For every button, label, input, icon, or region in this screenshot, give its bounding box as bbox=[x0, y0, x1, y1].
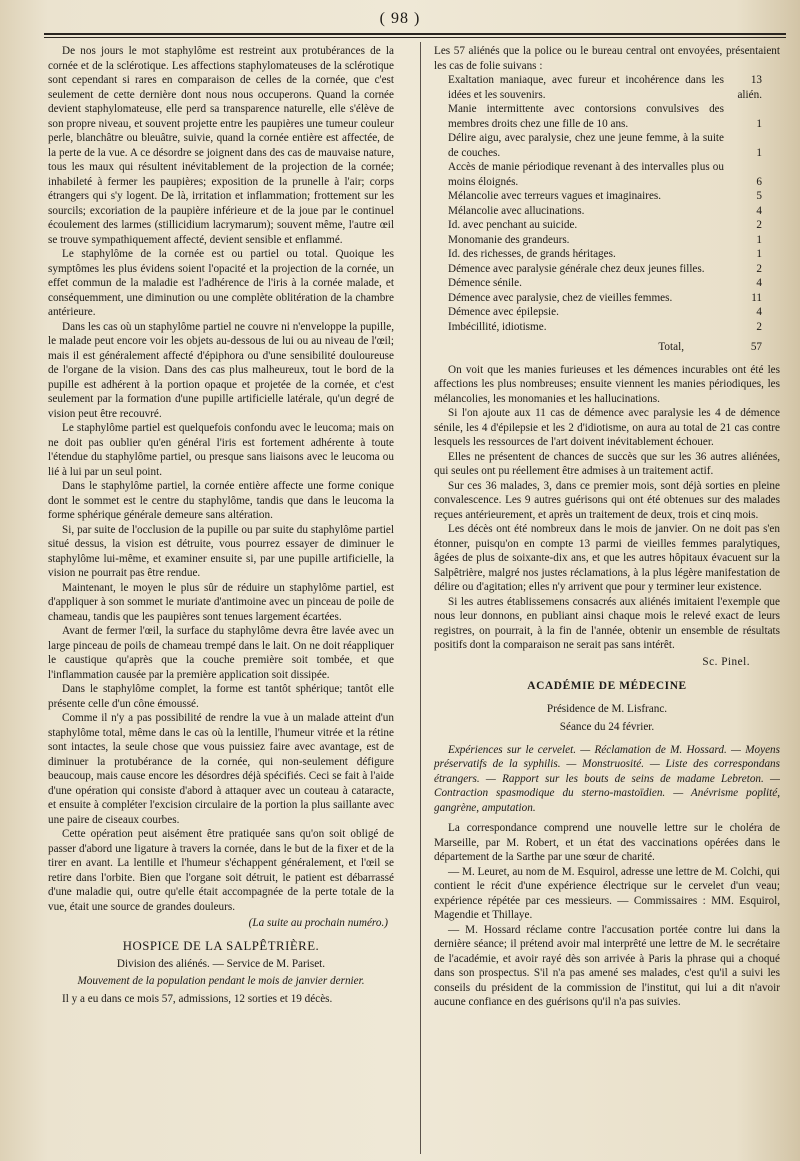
case-count: 5 bbox=[756, 190, 762, 202]
case-count: 13 alién. bbox=[737, 74, 762, 101]
signature: Sc. Pinel. bbox=[702, 655, 750, 668]
case-label: Mélancolie avec allucinations. bbox=[448, 204, 585, 217]
paragraph: Avant de fermer l'œil, la surface du staphylôme devra être lavée avec un large pinceau de poils de chameau trempé dans le lait. On ne doit réappliquer le caustique qu'après que la couche première soit tombée, et que l'inflammation causée par la première application soit dissipée. bbox=[48, 625, 394, 681]
case-label: Exaltation maniaque, avec fureur et incohérence dans les idées et les souvenirs. bbox=[448, 74, 724, 101]
hospice-heading: HOSPICE DE LA SALPÊTRIÈRE. bbox=[122, 938, 320, 953]
case-count: 1 bbox=[756, 117, 762, 130]
cases-list bbox=[434, 73, 780, 334]
case-count: 1 bbox=[756, 248, 762, 260]
paragraph: Sur ces 36 malades, 3, dans ce premier mois, sont déjà sorties en pleine convalescence. Les 9 autres guérisons qui ont été obtenues sur des malades reçues antérieurement, et après un traitement de deux, trois et cinq mois. bbox=[434, 479, 780, 521]
paragraph: Si l'on ajoute aux 11 cas de démence avec paralysie les 4 de démence sénile, les 4 d'épilepsie et les 2 d'idiotisme, on aura au total de 21 cas contre lesquels les ressources de l'art doivent inévitablement échouer. bbox=[434, 407, 780, 448]
paragraph: Le staphylôme partiel est quelquefois confondu avec le leucoma; mais on ne doit pas oublier qu'en général l'iris est fortement adhérente à toute l'étendue du staphylôme partiel, ou presque sans liaisons avec le leucoma ou lié à lui par un seul point. bbox=[48, 422, 394, 478]
case-label: Démence avec paralysie générale chez deux jeunes filles. bbox=[448, 262, 705, 275]
case-row bbox=[434, 276, 780, 291]
mouvement-heading: Mouvement de la population pendant le mois de janvier dernier. bbox=[77, 974, 365, 987]
continuation-note: (La suite au prochain numéro.) bbox=[248, 917, 388, 929]
seance-line: Séance du 24 février. bbox=[559, 721, 655, 733]
paragraph: Le staphylôme de la cornée est ou partiel ou total. Quoique les symptômes les plus évidens soient l'opacité et la projection de la cornée, un effet commun de la maladie est l'adhérence de l'iris à la cornée malade, et conséquemment, une diminution ou une complète oblitération de la chambre antérieure. bbox=[48, 248, 394, 318]
paragraph: Maintenant, le moyen le plus sûr de réduire un staphylôme partiel, est d'appliquer à son sommet le muriate d'antimoine avec un pinceau de poile de chameau, tandis que les paupières sont tenues largement écartées. bbox=[48, 581, 394, 623]
total-label: Total, bbox=[658, 341, 684, 353]
case-count: 6 bbox=[756, 175, 762, 188]
case-count: 1 bbox=[756, 146, 762, 159]
paragraph: Elles ne présentent de chances de succès que sur les 36 autres aliénées, qui seules ont pu réellement être admises à un traitement actif. bbox=[434, 450, 780, 477]
case-label: Mélancolie avec terreurs vagues et imaginaires. bbox=[448, 190, 662, 202]
page-number: ( 98 ) bbox=[379, 10, 421, 27]
case-row bbox=[434, 320, 780, 335]
case-count: 4 bbox=[756, 204, 762, 217]
case-label: Imbécillité, idiotisme. bbox=[448, 320, 547, 333]
case-count: 2 bbox=[756, 219, 762, 231]
case-count: 4 bbox=[756, 306, 762, 318]
case-label: Manie intermittente avec contorsions convulsives des membres droits chez une fille de 10 ans. bbox=[448, 103, 724, 130]
academie-heading: ACADÉMIE DE MÉDECINE bbox=[527, 680, 687, 692]
cases-intro: Les 57 aliénés que la police ou le bureau central ont envoyées, présentaient les cas de folie suivans : bbox=[434, 45, 780, 72]
case-row bbox=[434, 131, 780, 160]
case-count: 2 bbox=[756, 262, 762, 275]
paragraph: De nos jours le mot staphylôme est restreint aux protubérances de la cornée et de la sclérotique. Les affections staphylomateuses de la sclérotique sont cependant si rares en comparaison de celles de la cornée, que c'est seulement de cette dernière dont nous nous occuperons. Quand la cornée devient staphylomateuse, elle perd sa transparence naturelle, elle s'élève de son propre niveau, et souvent projette entre les paupières une tumeur couleur perle, blanchâtre ou bleuâtre, suivie, quand la cornée entière est affectée, de la perte de la vue. A ce désordre se joignent dans des cas de mauvaise nature, tous les maux qui résultent inévitablement de la projection de la cornée; inhabileté à fermer les paupières; exposition de la prunelle à l'air; corps étrangers qui s'y logent. De là, irritation et inflammation; frottement sur les sourcils; excoriation de la paupière inférieure et de la joue par le continuel écoulement des larmes (stillicidium lacrymarum); souvent même, l'autre œil se trouve sympathiquement affecté, devient sensible et enflammé. bbox=[48, 45, 394, 246]
case-row bbox=[434, 189, 780, 204]
case-label: Accès de manie périodique revenant à des intervalles plus ou moins éloignés. bbox=[448, 161, 724, 188]
case-row bbox=[434, 247, 780, 262]
paragraph: Si les autres établissemens consacrés aux aliénés imitaient l'exemple que nous leur donnons, en publiant ainsi chaque mois le relevé exact de leurs registres, on pourrait, à la fin de l'année, obtenir un ensemble de résultats positifs dont la comparaison ne serait pas sans intérêt. bbox=[434, 595, 780, 651]
case-label: Délire aigu, avec paralysie, chez une jeune femme, à la suite de couches. bbox=[448, 132, 724, 159]
case-label: Id. avec penchant au suicide. bbox=[448, 219, 578, 231]
presidence-line: Présidence de M. Lisfranc. bbox=[546, 702, 668, 715]
case-label: Démence avec paralysie, chez de vieilles femmes. bbox=[448, 291, 673, 304]
case-row bbox=[434, 160, 780, 189]
left-column bbox=[48, 44, 394, 1007]
header-rule bbox=[44, 33, 786, 35]
case-label: Id. des richesses, de grands héritages. bbox=[448, 248, 616, 260]
case-label: Démence sénile. bbox=[448, 277, 522, 289]
paragraph: La correspondance comprend une nouvelle lettre sur le choléra de Marseille, par M. Robert, et un état des vaccinations opérées dans le département de la Sarthe par une sœur de charité. bbox=[434, 822, 780, 863]
case-count: 1 bbox=[756, 233, 762, 246]
case-row bbox=[434, 305, 780, 320]
paragraph: Si, par suite de l'occlusion de la pupille ou par suite du staphylôme partiel situé dessus, la vision est détruite, vous pourrez essayer de diminuer le staphylôme lui-même, et examiner ensuite si, par une pupille artificielle, la vision ne pourrait pas être rendue. bbox=[48, 523, 394, 579]
paragraph: Cette opération peut aisément être pratiquée sans qu'on soit obligé de passer d'abord une ligature à travers la cornée, dans le but de la fixer et de la tirer en avant. La lentille et l'humeur s'échappent généralement, et l'œil se retire dans l'orbite. Bien que l'organe soit détruit, le patient est débarrassé d'une maladie qui, outre qu'elle était accompagnée de la perte totale de la vue, était une source de grandes douleurs. bbox=[48, 828, 394, 913]
case-row bbox=[434, 102, 780, 131]
paragraph: Les décès ont été nombreux dans le mois de janvier. On ne doit pas s'en étonner, puisqu'on en compte 13 parmi de vieilles femmes paralytiques, âgées de plus de soixante-dix ans, et que les autres hôpitaux évacuent sur la Salpêtrière, malgré nos justes réclamations, à la plus légère manifestation de délire ou d'agitation; elles n'y arrivent que pour y terminer leur existence. bbox=[434, 523, 780, 593]
case-count: 4 bbox=[756, 277, 762, 289]
paragraph: — M. Leuret, au nom de M. Esquirol, adresse une lettre de M. Colchi, qui contient le récit d'une expérience électrique sur le cervelet d'un veau; expérience répétée par ces messieurs. — Commissaires : MM. Esquirol, Magendie et Thillaye. bbox=[434, 865, 780, 921]
column-divider bbox=[420, 42, 421, 1154]
case-count: 11 bbox=[751, 291, 762, 304]
total-count: 57 bbox=[750, 341, 762, 353]
case-row bbox=[434, 218, 780, 233]
case-row bbox=[434, 291, 780, 306]
paragraph: Dans les cas où un staphylôme partiel ne couvre ni n'enveloppe la pupille, le malade peut encore voir les objets au-dessous de lui ou au niveau de l'œil; mais il est généralement affecté d'épiphora ou d'une sensibilité douloureuse de l'organe de la vision. Dans des cas plus malheureux, tout le bord de la pupille est adhérent à la portion opaque et projetée de la cornée, et c'est seulement par la formation d'une pupille artificielle latérale, qu'un degré de vision peut être recouvré. bbox=[48, 320, 394, 420]
division-line: Division des aliénés. — Service de M. Pariset. bbox=[116, 958, 326, 970]
paragraph: Dans le staphylôme complet, la forme est tantôt sphérique; tantôt elle présente celle d'un cône émoussé. bbox=[48, 683, 394, 710]
sommaire: Expériences sur le cervelet. — Réclamation de M. Hossard. — Moyens préservatifs de la syphilis. — Monstruosité. — Liste des correspondans étrangers. — Rapport sur les bouts de seins de madame Lebreton. — Contraction spasmodique du sterno-mastoïdien. — Anévrisme poplité, gangrène, amputation. bbox=[434, 743, 780, 814]
admissions-line: Il y a eu dans ce mois 57, admissions, 12 sorties et 19 décès. bbox=[62, 993, 333, 1005]
case-label: Démence avec épilepsie. bbox=[448, 306, 559, 318]
header-rule-thin bbox=[44, 37, 786, 38]
paragraph: — M. Hossard réclame contre l'accusation portée contre lui dans la dernière séance; il prétend avoir mal interprêté une lettre de M. le secrétaire de l'académie, et avoir rayé dès son arrivée à Paris la phrase qui a choqué dans son prospectus. S'il n'a pas amené ses malades, c'est qu'il a suivi les conseils du président de la commission de l'institut, qui lui a dit n'avoir aucune confiance en des guérisons qu'il n'a pas suivies. bbox=[434, 923, 780, 1008]
total-row bbox=[434, 340, 780, 355]
case-label: Monomanie des grandeurs. bbox=[448, 233, 570, 246]
case-row bbox=[434, 262, 780, 277]
case-row bbox=[434, 204, 780, 219]
right-column bbox=[434, 44, 780, 1010]
paragraph: Comme il n'y a pas possibilité de rendre la vue à un malade atteint d'un staphylôme total, même dans le cas où la lentille, l'humeur vitrée et la rétine sont intactes, la seule chose que vous puissiez faire avec avantage, est de diminuer la protubérance de la cornée, qui non-seulement défigure beaucoup, mais cause encore les désordres déjà spécifiés. Ceci se fait à l'aide d'une opération qui consiste d'abord à attaquer avec un couteau à cataracte, et ensuite à compléter l'excision circulaire de la portion la plus saillante avec une paire de ciseaux courbes. bbox=[48, 712, 394, 826]
paragraph: Dans le staphylôme partiel, la cornée entière affecte une forme conique dont le sommet est le centre du staphylôme, tandis que dans le leucoma la forme sphérique générale demeure sans altération. bbox=[48, 480, 394, 521]
case-row bbox=[434, 73, 780, 102]
case-count: 2 bbox=[756, 320, 762, 333]
paragraph: On voit que les manies furieuses et les démences incurables ont été les affections les plus nombreuses; ensuite viennent les manies périodiques, les mélancolies, les monomanies et les hallucinations. bbox=[434, 363, 780, 405]
case-row bbox=[434, 233, 780, 248]
